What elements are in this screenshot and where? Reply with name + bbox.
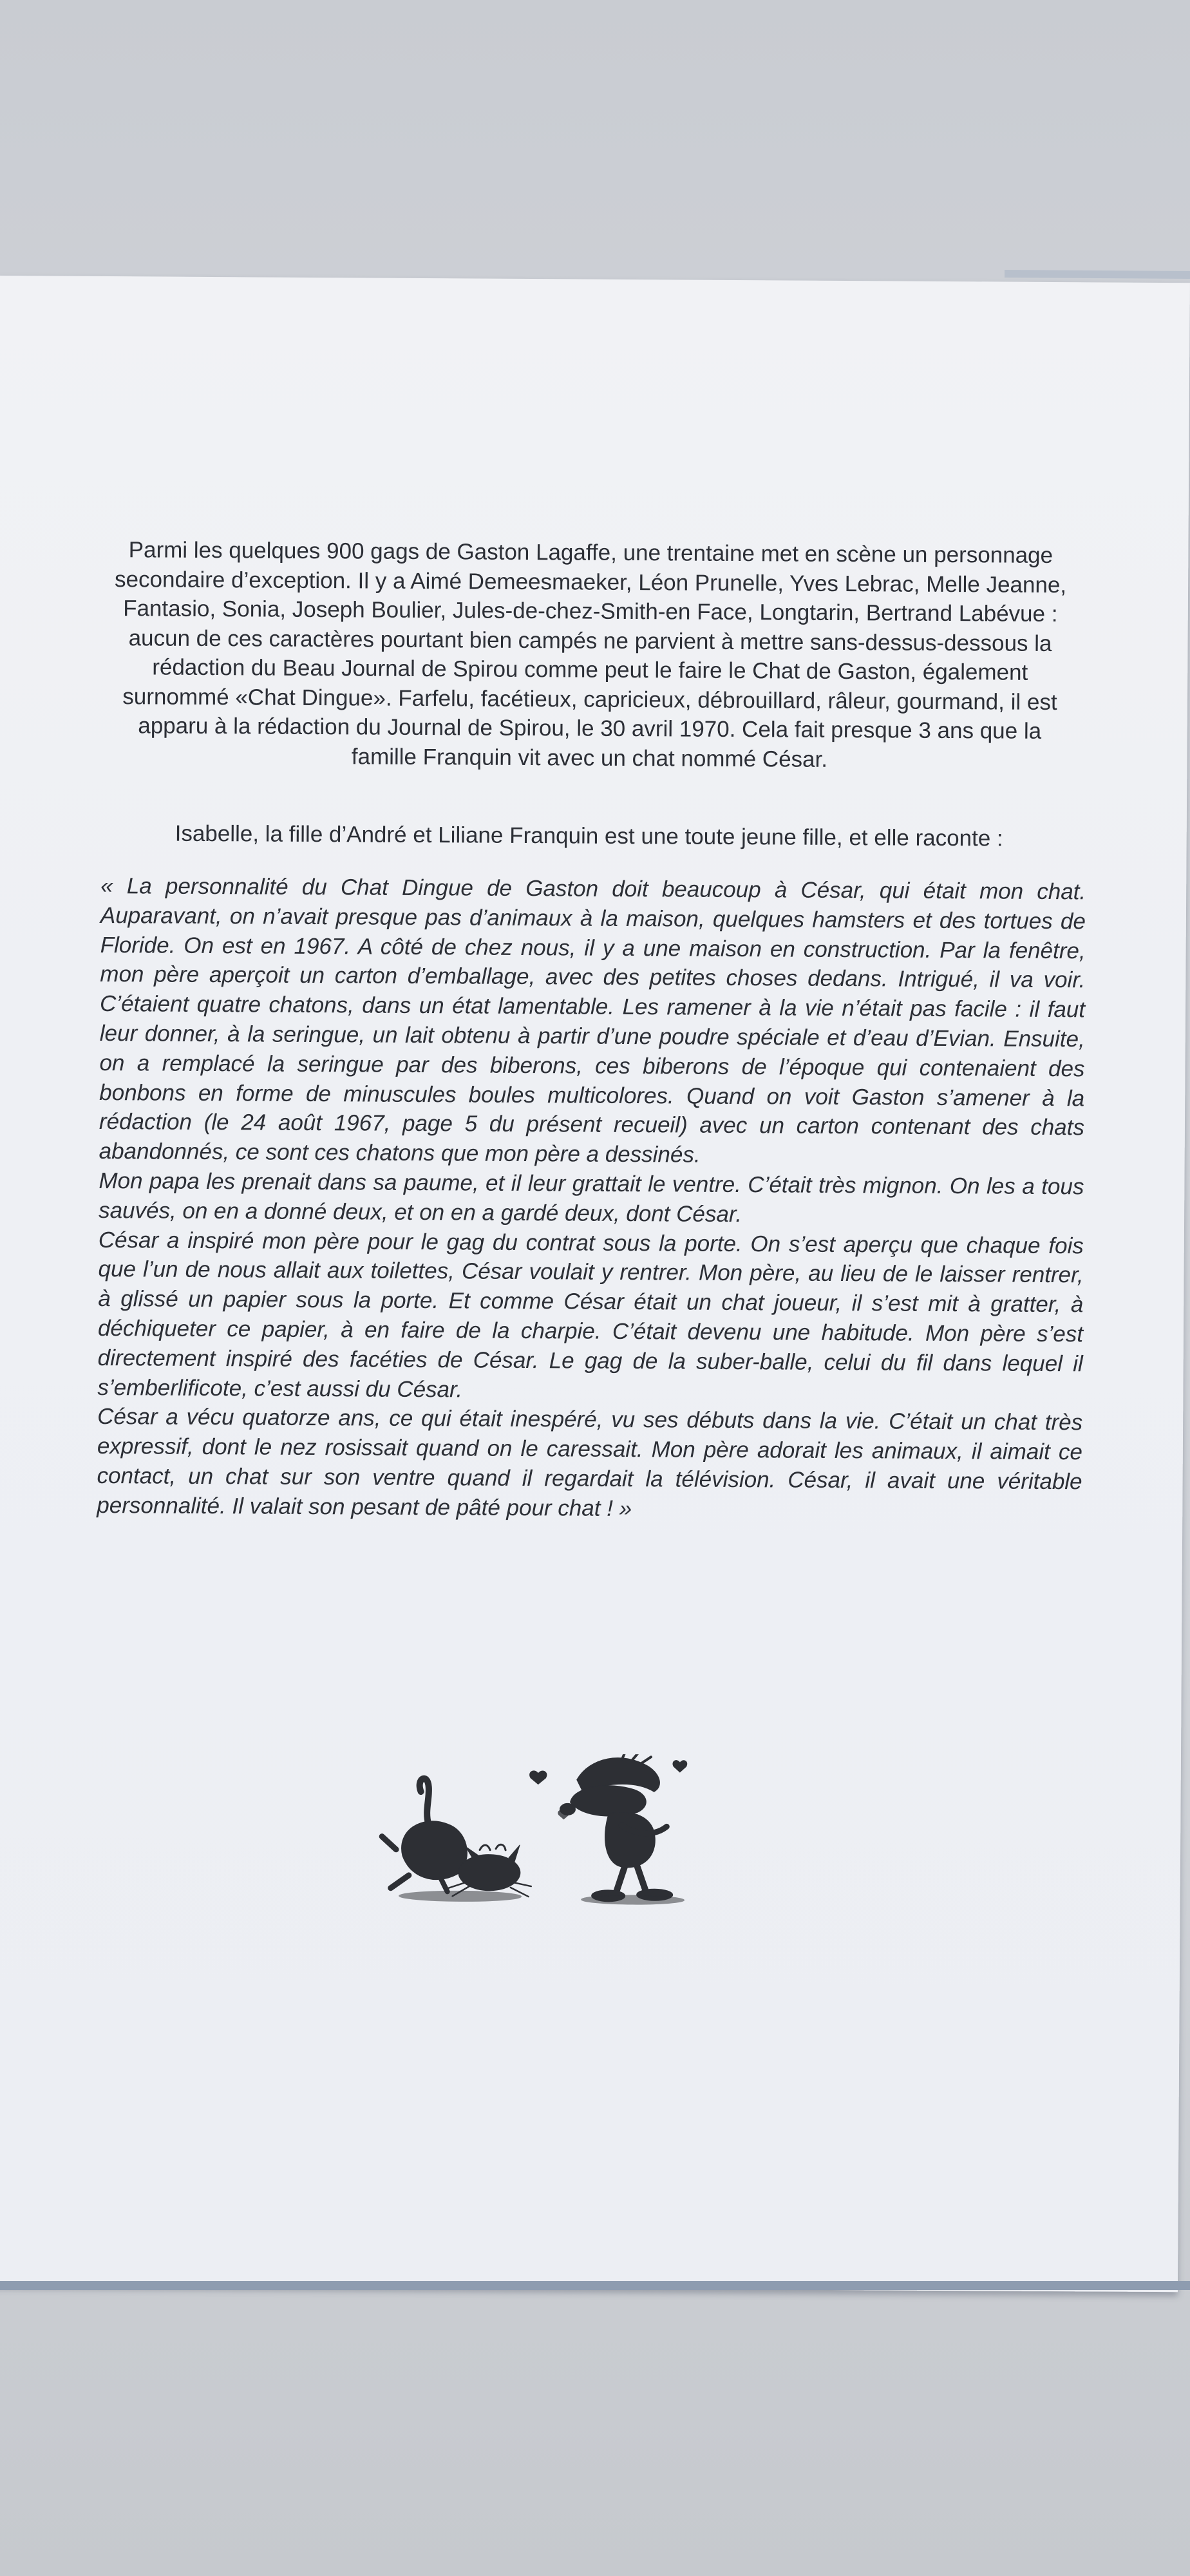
quote-paragraph-3: César a inspiré mon père pour le gag du contrat sous la porte. On s’est aperçu que chaque fois que l’un de nous allait aux toilettes, César voulait y rentrer. Mon père, au lieu de le laisser rentrer, à glissé un papier sous la porte. Et comme César était un chat joueur, il s’est mit à gratter, à déchiqueter ce papier, à en faire de la charpie. C’était devenu une habitude. Mon père s’est directement inspiré des facéties de César. Le gag de la suber-balle, celui du fil dans lequel il s’emberlificote, c’est aussi du César. <box>97 1227 1084 1402</box>
quote-paragraph-4: César a vécu quatorze ans, ce qui était inespéré, vu ses débuts dans la vie. C’était un chat très expressif, dont le nez rosissait quand on le caressait. Mon père adorait les animaux, il aimait ce contact, un chat sur son ventre quand il regardait la télévision. César, il avait une véritable personnalité. Il valait son pesant de pâté pour chat ! » <box>97 1404 1083 1521</box>
isabelle-quote <box>97 871 1086 1526</box>
underlying-page-edge <box>1005 270 1190 279</box>
book-page <box>0 276 1190 2292</box>
page-bottom-edge <box>0 2281 1190 2290</box>
cat-and-gaston-drawing-icon <box>377 1753 751 1910</box>
quote-paragraph-1: « La personnalité du Chat Dingue de Gaston doit beaucoup à César, qui était mon chat. Auparavant, on n’avait presque pas d’animaux à la maison, quelques hamsters et des tortues de Floride. On est en 1967. A côté de chez nous, il y a une maison en construction. Par la fenêtre, mon père aperçoit un carton d’emballage, avec des petites choses dedans. Intrigué, il va voir. C’étaient quatre chatons, dans un état lamentable. Les ramener à la vie n’était pas facile : il faut leur donner, à la seringue, un lait obtenu à partir d’une poudre spéciale et d’eau d’Evian. Ensuite, on a remplacé la seringue par des biberons, ces biberons de l’époque qui contenaient des bonbons en forme de minuscules boules multicolores. Quand on voit Gaston s’amener à la rédaction (le 24 août 1967, page 5 du présent recueil) avec un carton contenant des chats abandonnés, ce sont ces chatons que mon père a dessinés. <box>99 873 1086 1168</box>
lead-line: Isabelle, la fille d’André et Liliane Franquin est une toute jeune fille, et elle raconte : <box>175 820 1003 851</box>
intro-paragraph: Parmi les quelques 900 gags de Gaston Lagaffe, une trentaine met en scène un personnage secondaire d’exception. Il y a Aimé Demeesmaeker, Léon Prunelle, Yves Lebrac, Melle Jeanne, Fantasio, Sonia, Joseph Boulier, Jules-de-chez-Smith-en Face, Longtarin, Bertrand Labévue : aucun de ces caractères pourtant bien campés ne parvient à mettre sans-dessus-dessous la rédaction du Beau Journal de Spirou comme peut le faire le Chat de Gaston, également surnommé «Chat Dingue». Farfelu, facétieux, capricieux, débrouillard, râleur, gourmand, il est apparu à la rédaction du Journal de Spirou, le 30 avril 1970. Cela fait presque 3 ans que la famille Franquin vit avec un chat nommé César. <box>115 537 1067 772</box>
quote-paragraph-2: Mon papa les prenait dans sa paume, et il leur grattait le ventre. C’était très mignon. On les a tous sauvés, on en a donné deux, et on en a gardé deux, dont César. <box>99 1168 1084 1227</box>
